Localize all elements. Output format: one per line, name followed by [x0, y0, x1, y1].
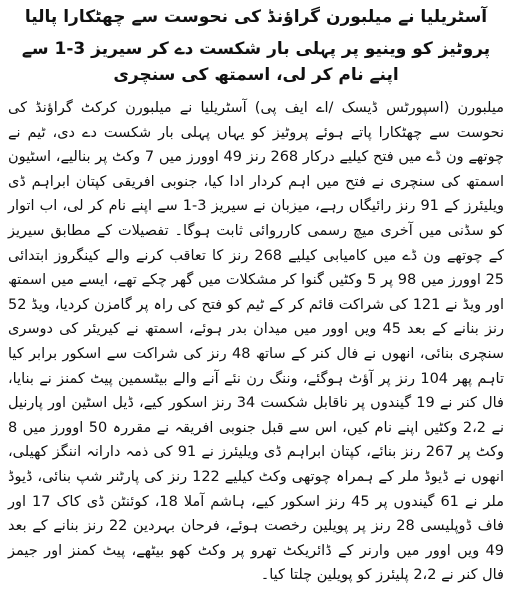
article-headline: آسٹریلیا نے میلبورن گراؤنڈ کی نحوست سے چھٹکارا پالیا [24, 7, 488, 27]
article-subheadline: پروٹیز کو وینیو پر پہلی بار شکست دے کر سیریز 3-1 سے اپنے نام کر لی، اسمتھ کی سنچری [21, 39, 491, 85]
article-body: میلبورن (اسپورٹس ڈیسک /اے ایف پی) آسٹریلیا نے میلبورن کرکٹ گراؤنڈ کی نحوست سے چھٹکارا پاتے ہوئے پروٹیز کو یہاں پہلی بار شکست دے دی، ٹیم نے چوتھے ون ڈے میں فتح کیلیے درکار 268 رنز 49 اوورز میں 7 وکٹ پر بنالیے، اسٹیون اسمتھ کی سنچری نے فتح میں اہم کردار ادا کیا، جنوبی افریقی کپتان ابراہم ڈی ویلیئرز کے 91 رنز رائیگاں رہے، میزبان نے سیریز 3-1 سے اپنے نام کر لی، اب اتوار کو سڈنی میں آخری میچ رسمی کارروائی ثابت ہوگا۔ تفصیلات کے مطابق سیریز کے چوتھے ون ڈے میں کامیابی کیلیے 268 رنز کا تعاقب کرنے والے کینگروز ابتدائی 25 اوورز میں 98 پر 5 وکٹیں گنوا کر مشکلات میں گھر چکے تھے، ایسے میں اسمتھ اور ویڈ نے 121 کی شراکت قائم کر کے ٹیم کو فتح کی راہ پر گامزن کردیا، ویڈ 52 رنز بنانے کے بعد 45 ویں اوور میں میدان بدر ہوئے، اسمتھ نے کیریئر کی دوسری سنچری بنائی، انھوں نے فال کنر کے ساتھ 48 رنز کی شراکت سے اسکور برابر کیا تاہم پھر 104 رنز پر آؤٹ ہوگئے، وننگ رن نئے آنے والے بیٹسمین پیٹ کمنز نے بنایا، فال کنر نے 19 گیندوں پر ناقابل شکست 34 رنز اسکور کیے، ڈیل اسٹین اور پارنیل نے 2،2 وکٹیں اپنے نام کیں، اس سے قبل جنوبی افریقہ نے مقررہ 50 اوورز میں 8 وکٹ پر 267 رنز بنائے، کپتان ابراہم ڈی ویلیئرز نے 91 کی ذمہ دارانہ اننگز کھیلی، انھوں نے ڈیوڈ ملر کے ہمراہ چوتھی وکٹ کیلیے 122 رنز کی پارٹنر شپ بنائی، ڈیوڈ ملر نے 61 گیندوں پر 45 رنز اسکور کیے، ہاشم آملا 18، کوئنٹن ڈی کاک 17 اور فاف ڈوپلیسی 28 رنز پر پویلین رخصت ہوئے، فرحان بہردین 22 رنز بنانے کے بعد 49 ویں اوور میں وارنر کے ڈائریکٹ تھرو پر وکٹ کھو بیٹھے، پیٹ کمنز اور جیمز فال کنر نے 2،2 پلیئرز کو پویلین چلتا کیا۔ [8, 100, 505, 584]
